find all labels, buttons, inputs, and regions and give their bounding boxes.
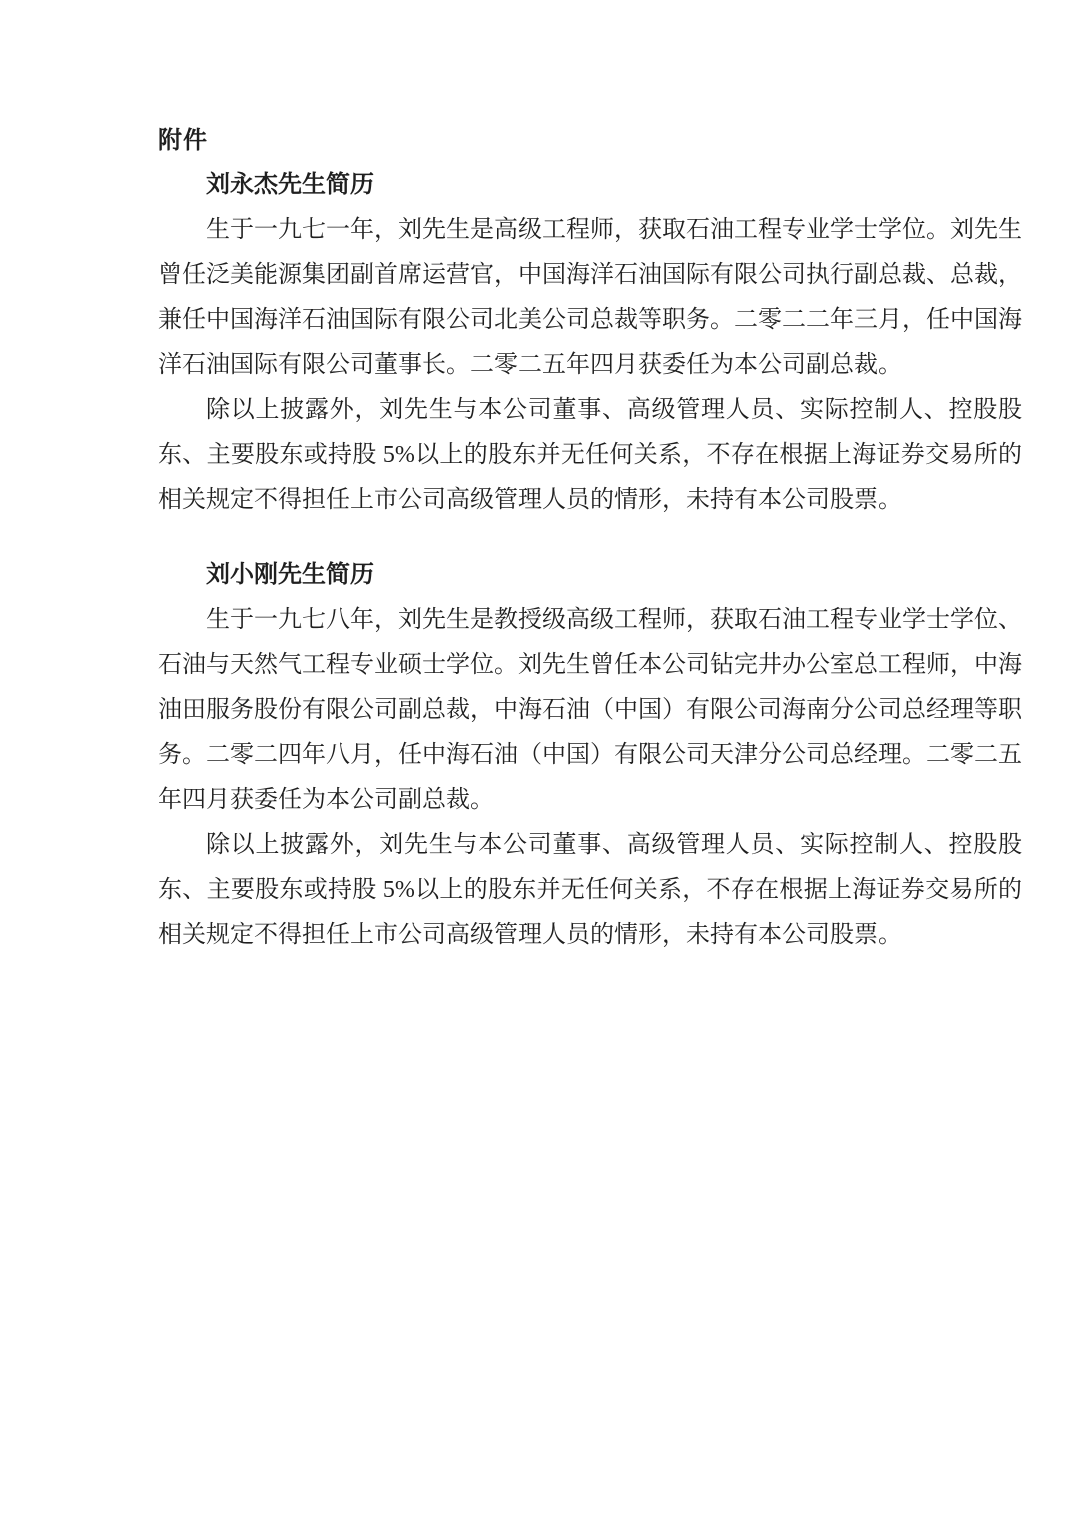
bio-section-liu-xiaogang bbox=[158, 553, 1022, 958]
bio-heading-liu-yongjie: 刘永杰先生简历 bbox=[206, 172, 374, 198]
document-content bbox=[158, 118, 1022, 958]
bio-heading-liu-xiaogang: 刘小刚先生简历 bbox=[206, 562, 374, 588]
attachment-label: 附件 bbox=[158, 127, 208, 154]
bio-section-liu-yongjie bbox=[158, 163, 1022, 523]
bio-paragraph-career: 生于一九七一年，刘先生是高级工程师，获取石油工程专业学士学位。刘先生曾任泛美能源集团副首席运营官，中国海洋石油国际有限公司执行副总裁、总裁，兼任中国海洋石油国际有限公司北美公司总裁等职务。二零二二年三月，任中国海洋石油国际有限公司董事长。二零二五年四月获委任为本公司副总裁。 bbox=[158, 217, 1022, 378]
bio-paragraph-disclosure: 除以上披露外，刘先生与本公司董事、高级管理人员、实际控制人、控股股东、主要股东或持股 5%以上的股东并无任何关系，不存在根据上海证券交易所的相关规定不得担任上市公司高级管理人员的情形，未持有本公司股票。 bbox=[158, 397, 1022, 513]
bio-paragraph-career: 生于一九七八年，刘先生是教授级高级工程师，获取石油工程专业学士学位、石油与天然气工程专业硕士学位。刘先生曾任本公司钻完井办公室总工程师，中海油田服务股份有限公司副总裁，中海石油（中国）有限公司海南分公司总经理等职务。二零二四年八月，任中海石油（中国）有限公司天津分公司总经理。二零二五年四月获委任为本公司副总裁。 bbox=[158, 607, 1022, 813]
bio-paragraph-disclosure: 除以上披露外，刘先生与本公司董事、高级管理人员、实际控制人、控股股东、主要股东或持股 5%以上的股东并无任何关系，不存在根据上海证券交易所的相关规定不得担任上市公司高级管理人员的情形，未持有本公司股票。 bbox=[158, 832, 1022, 948]
